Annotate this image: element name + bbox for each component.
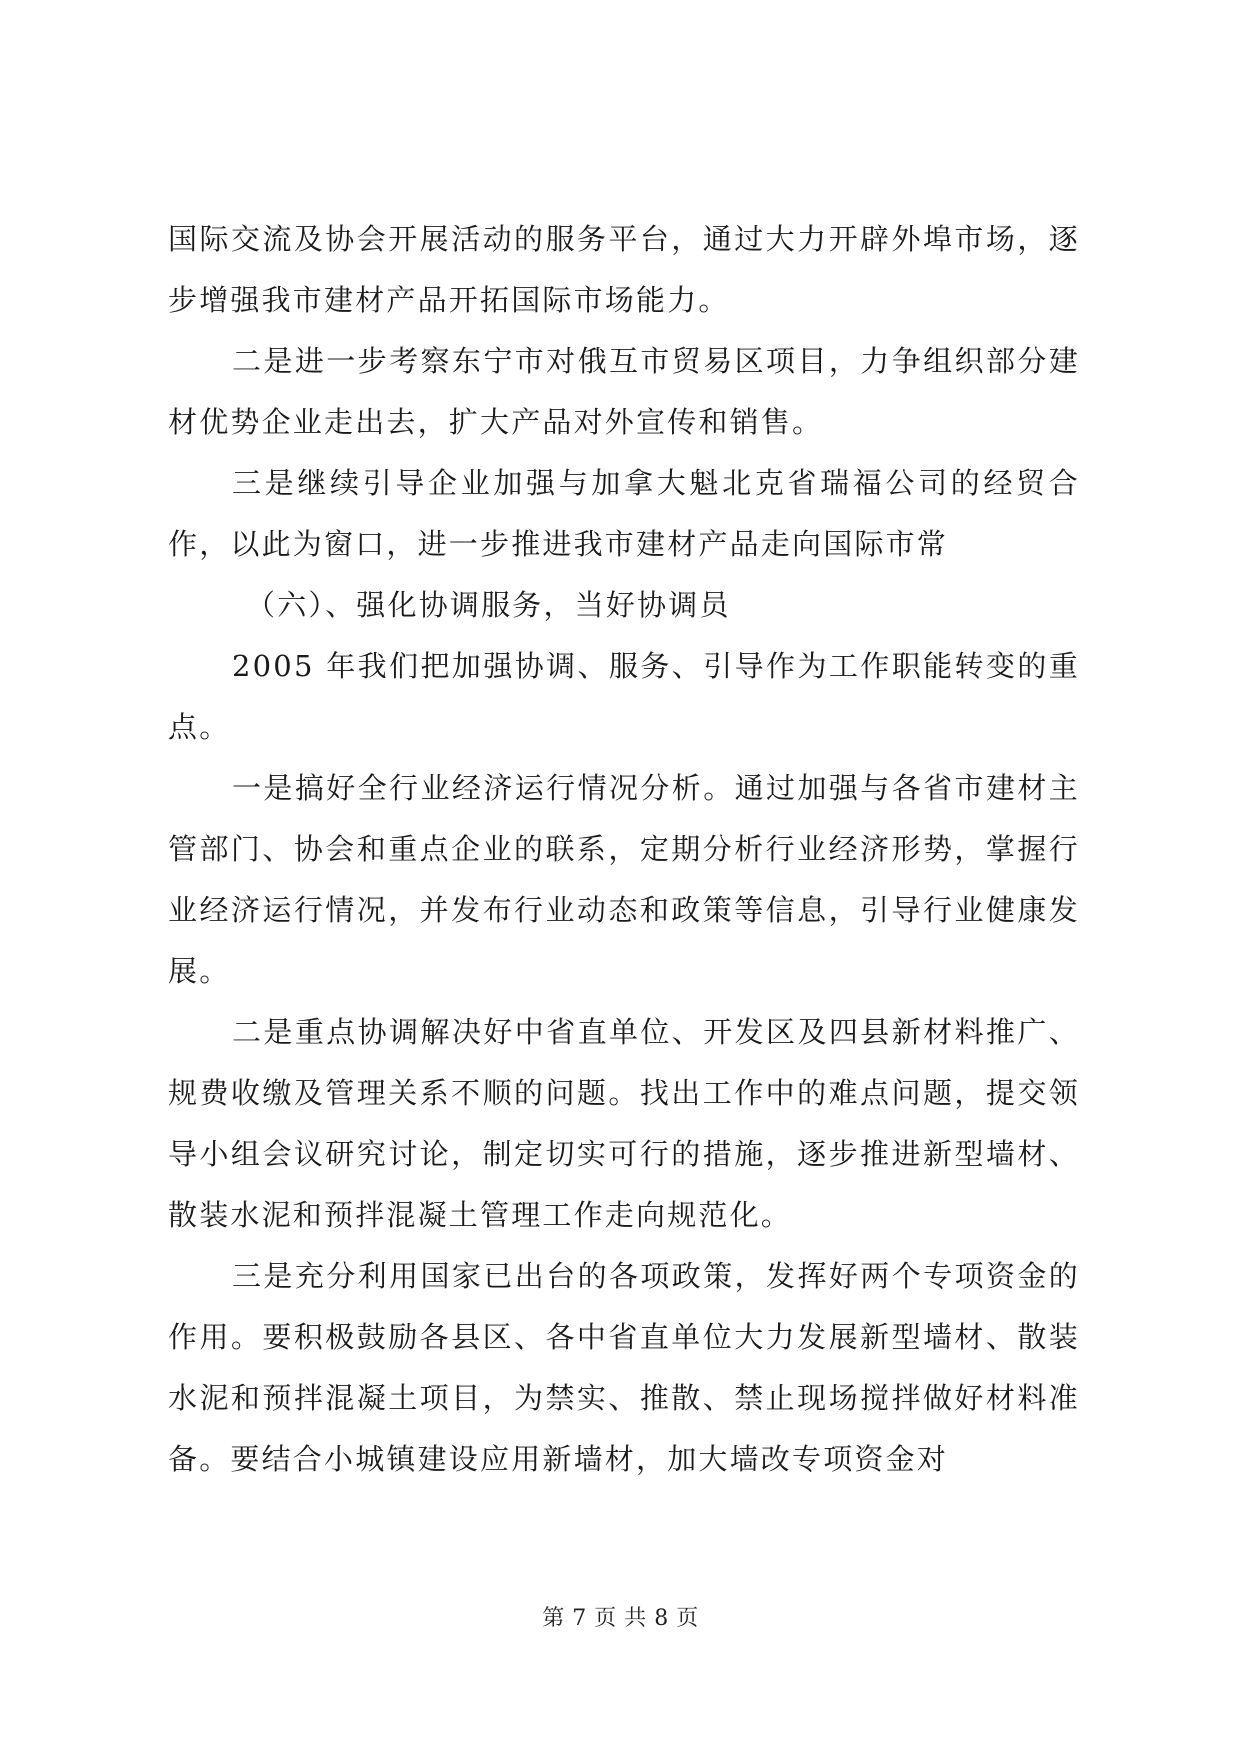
page-footer: 第 7 页 共 8 页 (542, 1606, 699, 1631)
paragraph: 国际交流及协会开展活动的服务平台，通过大力开辟外埠市场，逐步增强我市建材产品开拓国际市场能力。 (168, 222, 1080, 317)
paragraph: 2005 年我们把加强协调、服务、引导作为工作职能转变的重点。 (168, 649, 1080, 744)
document-body (168, 209, 1080, 1490)
paragraph: 二是进一步考察东宁市对俄互市贸易区项目，力争组织部分建材优势企业走出去，扩大产品对外宣传和销售。 (168, 344, 1080, 439)
paragraph: 一是搞好全行业经济运行情况分析。通过加强与各省市建材主管部门、协会和重点企业的联系，定期分析行业经济形势，掌握行业经济运行情况，并发布行业动态和政策等信息，引导行业健康发展。 (168, 771, 1080, 988)
paragraph: 二是重点协调解决好中省直单位、开发区及四县新材料推广、规费收缴及管理关系不顺的问题。找出工作中的难点问题，提交领导小组会议研究讨论，制定切实可行的措施，逐步推进新型墙材、散装水泥和预拌混凝土管理工作走向规范化。 (168, 1015, 1080, 1232)
paragraph: 三是继续引导企业加强与加拿大魁北克省瑞福公司的经贸合作，以此为窗口，进一步推进我市建材产品走向国际市常 (168, 466, 1080, 561)
paragraph: 三是充分利用国家已出台的各项政策，发挥好两个专项资金的作用。要积极鼓励各县区、各中省直单位大力发展新型墙材、散装水泥和预拌混凝土项目，为禁实、推散、禁止现场搅拌做好材料准备。要结合小城镇建设应用新墙材，加大墙改专项资金对 (168, 1259, 1080, 1476)
section-heading: （六）、强化协调服务，当好协调员 (246, 588, 731, 622)
